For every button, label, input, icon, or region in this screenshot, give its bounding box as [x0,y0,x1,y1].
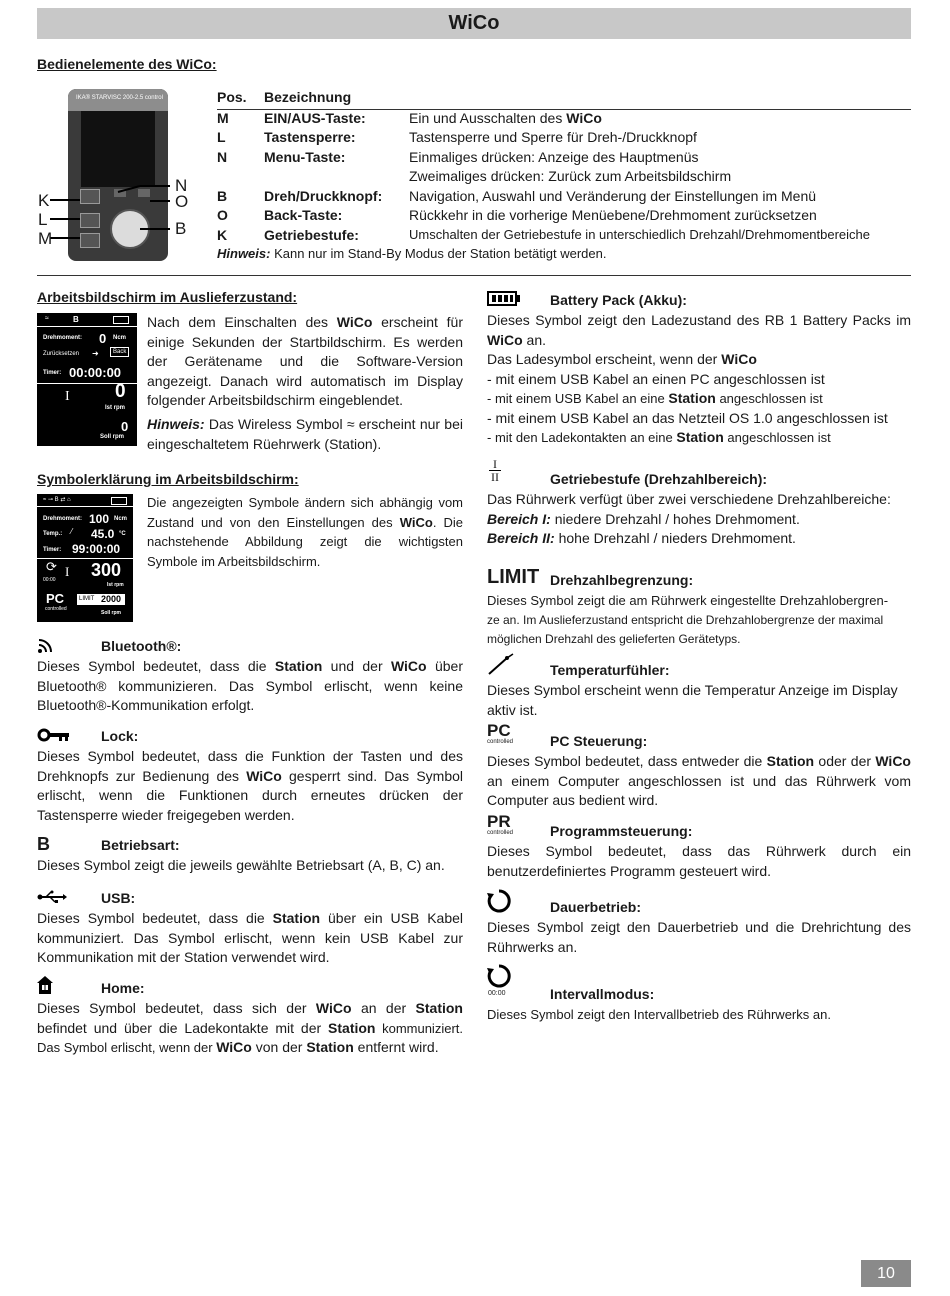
callout-n: N [175,176,188,195]
usb-title: USB: [101,890,136,906]
temperature-probe-icon [487,652,515,676]
interval-mode-icon [487,964,511,988]
page-title: WiCo [37,8,911,39]
pr-controlled-icon: PR controlled [487,812,514,836]
continuous-title: Dauerbetrieb: [550,899,642,915]
gear-title: Getriebestufe (Drehzahlbereich): [550,471,768,487]
pc-title: PC Steuerung: [550,733,648,749]
gear-stage-icon: I II [491,457,499,484]
bluetooth-text: Dieses Symbol bedeutet, dass die Station und der WiCo über Bluetooth® kommunizieren. Das Symbol erlischt, wenn keine Bluetooth®-Kommunikation erfolgt. [37,658,463,713]
device-brand: IKA® STARVISC 200-2.5 control [76,95,163,101]
interval-title: Intervallmodus: [550,986,655,1002]
callout-m: M [38,229,53,248]
battery-bullet: - mit einem USB Kabel an einen PC angeschlossen ist [487,370,825,387]
pr-title: Programmsteuerung: [550,823,693,839]
home-text: Dieses Symbol bedeutet, dass sich der WiCo an der Station befindet und über die Ladekontakte mit der Station kommuniziert. Das Symbol erlischt, wenn der WiCo von der Station entfernt wird. [37,1000,463,1055]
position-row: B Dreh/Druckknopf: Navigation, Auswahl und Veränderung der Einstellungen im Menü [217,187,817,204]
limit-title: Drehzahlbegrenzung: [550,572,694,588]
callout-k: K [38,191,50,210]
lcd-symbols: ≈ ⊸ B ⇄ ⌂ Drehmoment: 100 Ncm Temp.: ⁄ 45.0 °C Timer: 99:00:00 ⟳ 00:00 I 300 Ist rpm PC controlled LIMIT 2000 Soll rpm [37,494,133,622]
temp-text: Dieses Symbol erscheint wenn die Temperatur Anzeige im Display aktiv ist. [487,682,898,718]
symbols-screen-title: Symbolerklärung im Arbeitsbildschirm: [37,471,299,487]
position-row: Zweimaliges drücken: Zurück zum Arbeitsbildschirm [409,168,732,184]
usb-icon [37,890,67,904]
bluetooth-title: Bluetooth®: [101,638,182,654]
temp-title: Temperaturfühler: [550,662,670,678]
mode-text: Dieses Symbol zeigt die jeweils gewählte Betriebsart (A, B, C) an. [37,857,445,873]
battery-text: Dieses Symbol zeigt den Ladezustand des RB 1 Battery Packs im WiCo an. Das Ladesymbol erscheint, wenn der WiCo - mit einem USB Kabel an einen PC angeschlossen ist - mit einem USB Kabel an eine Station angeschlossen ist - mit einem USB Kabel an das Netzteil OS 1.0 angeschlossen ist - mit den Ladekontakten an eine Station angeschlossen ist [487,311,911,448]
interval-sub: 00:00 [488,990,506,997]
symbols-screen-text: Die angezeigten Symbole ändern sich abhängig vom Zustand und von den Einstellungen des WiCo. Die nachstehende Abbildung zeigt die wichtigsten Symbole im Arbeitsbildschirm. [147,495,463,569]
startscreen-title: Arbeitsbildschirm im Auslieferzustand: [37,289,298,305]
position-row: N Menu-Taste: Einmaliges drücken: Anzeige des Hauptmenüs [217,148,699,165]
pr-text: Dieses Symbol bedeutet, dass das Rührwerk durch ein benutzerdefiniertes Programm gesteuert wird. [487,843,911,879]
callout-b: B [175,219,187,238]
position-row: L Tastensperre: Tastensperre und Sperre für Dreh-/Druckknopf [217,129,697,145]
callout-o: O [175,192,189,211]
lcd-startscreen: ≈ B Drehmoment: 0 Ncm Zurücksetzen ➜ Back Timer: 00:00:00 I 0 Ist rpm 0 Soll rpm [37,313,137,446]
lock-key-icon [37,728,71,742]
battery-bullet: - mit einem USB Kabel an eine Station angeschlossen ist [487,390,823,406]
controls-title: Bedienelemente des WiCo: [37,56,217,72]
controls-hint: Hinweis: Kann nur im Stand-By Modus der Station betätigt werden. [217,246,607,261]
position-row: K Getriebestufe: Umschalten der Getriebestufe in unterschiedlich Drehzahl/Drehmomentbereiche [217,226,871,243]
mode-title: Betriebsart: [101,837,180,853]
interval-text: Dieses Symbol zeigt den Intervallbetrieb des Rührwerks an. [487,1007,831,1022]
continuous-text: Dieses Symbol zeigt den Dauerbetrieb und die Drehrichtung des Rührwerks an. [487,919,911,955]
lock-title: Lock: [101,728,139,744]
pc-controlled-icon: PC controlled [487,721,514,745]
battery-bullet: - mit einem USB Kabel an das Netzteil OS 1.0 angeschlossen ist [487,409,888,426]
startscreen-hint: Hinweis: Das Wireless Symbol ≈ erscheint nur bei eingeschaltetem Rüehrwerk (Station). [147,416,463,452]
lock-text: Dieses Symbol bedeutet, dass die Funktion der Tasten und des Drehknopfs zur Bedienung des WiCo gesperrt sind. Das Symbol erlischt, wenn die Funktionen durch erneutes drücken der Tastensperre wieder freigegeben werden. [37,748,463,823]
startscreen-text: Nach dem Einschalten des WiCo erscheint für einige Sekunden der Startbildschirm. Es werden der Gerätename und die Software-Version angezeigt. Danach wird automatisch im Display folgender Arbeitsbildschirm eingeblendet. [147,314,463,408]
continuous-rotation-icon [487,889,511,913]
position-row: M EIN/AUS-Taste: Ein und Ausschalten des WiCo [217,109,602,126]
usb-text: Dieses Symbol bedeutet, dass die Station über ein USB Kabel kommuniziert. Das Symbol erlischt, wenn kein USB Kabel zur Kommunikation mit der Station verwendet wird. [37,910,463,965]
mode-b-icon: B [37,834,50,854]
battery-title: Battery Pack (Akku): [550,292,687,308]
home-title: Home: [101,980,145,996]
battery-bullet: - mit den Ladekontakten an eine Station angeschlossen ist [487,429,831,445]
col-name: Bezeichnung [264,89,352,105]
bluetooth-icon [37,636,55,654]
limit-text: Dieses Symbol zeigt die am Rührwerk eingestellte Drehzahlobergren- ze an. Im Auslieferzustand entspricht die Drehzahlobergrenze der maximal möglichen Drehzahl des gelieferten Gerätetyps. [487,593,889,646]
wireless-icon: ≈ [346,416,355,432]
battery-icon [487,291,521,306]
home-icon [37,976,53,994]
pc-text: Dieses Symbol bedeutet, dass entweder die Station oder der WiCo an einem Computer angeschlossen ist und das Rührwerk vom Computer aus bedient wird. [487,753,911,808]
callout-l: L [38,210,48,229]
divider [37,275,911,276]
limit-icon: LIMIT [487,566,540,588]
col-pos: Pos. [217,89,247,105]
position-table [217,89,911,261]
page-number: 10 [861,1260,911,1287]
position-row: O Back-Taste: Rückkehr in die vorherige Menüebene/Drehmoment zurücksetzen [217,207,817,223]
gear-text: Das Rührwerk verfügt über zwei verschiedene Drehzahlbereiche: Bereich I: niedere Drehzahl / hohes Drehmoment. Bereich II: hohe Drehzahl / nieders Drehmoment. [487,491,891,546]
